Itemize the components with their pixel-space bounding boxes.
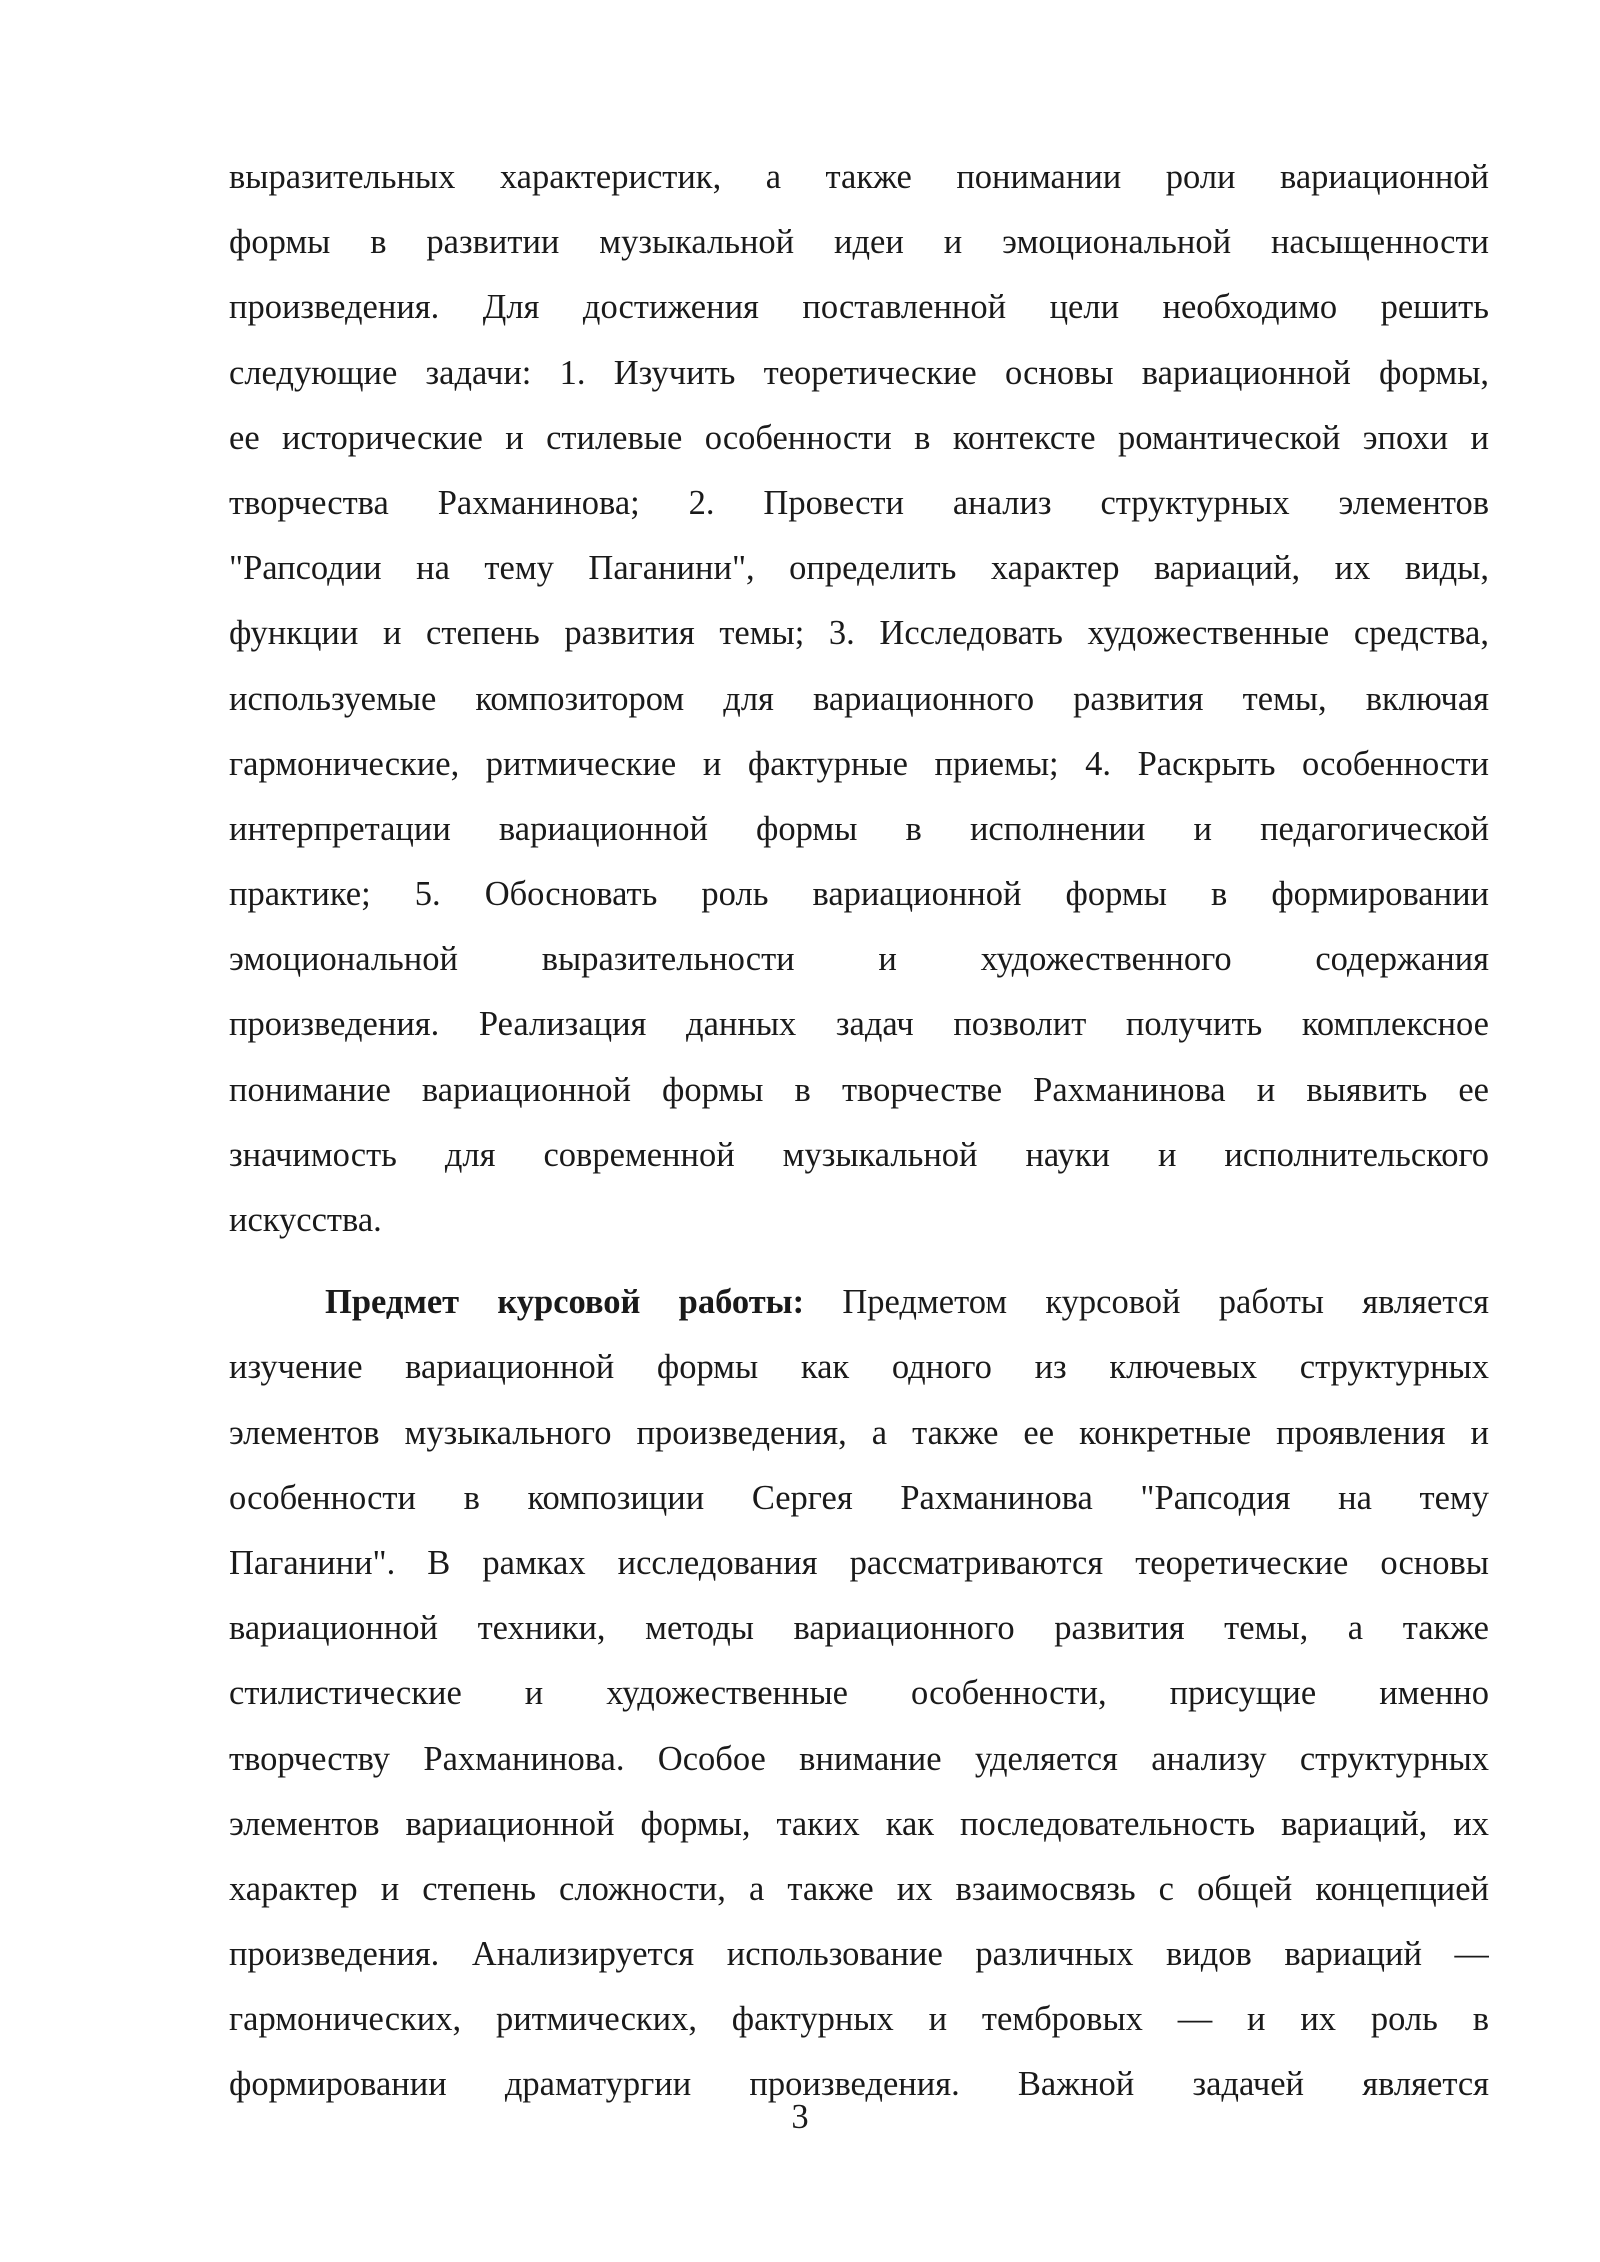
- text-line: выразительных характеристик, а также понимании роли вариационной: [229, 158, 1489, 196]
- text-run: Предметом курсовой работы является: [842, 1283, 1489, 1322]
- text-line-first: [229, 1275, 1489, 1340]
- text-line: практике; 5. Обосновать роль вариационной формы в формировании: [229, 875, 1489, 914]
- text-line: формы в развитии музыкальной идеи и эмоциональной насыщенности: [229, 223, 1489, 262]
- text-line: характер и степень сложности, а также их взаимосвязь с общей концепцией: [229, 1869, 1489, 1908]
- text-line: изучение вариационной формы как одного из ключевых структурных: [229, 1348, 1489, 1387]
- page-number: 3: [791, 2098, 809, 2136]
- text-line: следующие задачи: 1. Изучить теоретические основы вариационной формы,: [229, 353, 1489, 392]
- text-line: произведения. Реализация данных задач позволит получить комплексное: [229, 1005, 1489, 1044]
- text-line: гармонические, ритмические и фактурные приемы; 4. Раскрыть особенности: [229, 744, 1489, 783]
- text-line: вариационной техники, методы вариационного развития темы, а также: [229, 1609, 1489, 1648]
- text-line: "Рапсодии на тему Паганини", определить характер вариаций, их виды,: [229, 549, 1489, 588]
- paragraph-tasks: [229, 150, 1489, 1258]
- text-line: Паганини". В рамках исследования рассматриваются теоретические основы: [229, 1543, 1489, 1582]
- text-line: стилистические и художественные особенности, присущие именно: [229, 1674, 1489, 1713]
- text-line: функции и степень развития темы; 3. Исследовать художественные средства,: [229, 614, 1489, 653]
- text-line: произведения. Для достижения поставленной цели необходимо решить: [229, 288, 1489, 327]
- text-line: творчества Рахманинова; 2. Провести анализ структурных элементов: [229, 483, 1489, 522]
- text-line: формировании драматургии произведения. Важной задачей является: [229, 2065, 1489, 2104]
- text-line: понимание вариационной формы в творчестве Рахманинова и выявить ее: [229, 1070, 1489, 1109]
- text-line: искусства.: [229, 1201, 382, 1239]
- section-heading: Предмет курсовой работы:: [325, 1283, 805, 1322]
- text-line: используемые композитором для вариационного развития темы, включая: [229, 679, 1489, 718]
- text-line: гармонических, ритмических, фактурных и тембровых — и их роль в: [229, 2000, 1489, 2039]
- paragraph-subject: [229, 1275, 1489, 2122]
- text-line: произведения. Анализируется использование различных видов вариаций —: [229, 1935, 1489, 1974]
- paragraph-spacing: [229, 1258, 1489, 1275]
- text-line: значимость для современной музыкальной науки и исполнительского: [229, 1135, 1489, 1174]
- text-line: ее исторические и стилевые особенности в контексте романтической эпохи и: [229, 418, 1489, 457]
- text-line: особенности в композиции Сергея Рахманинова "Рапсодия на тему: [229, 1478, 1489, 1517]
- body-text: [229, 150, 1489, 2123]
- text-line: творчеству Рахманинова. Особое внимание уделяется анализу структурных: [229, 1739, 1489, 1778]
- text-line: интерпретации вариационной формы в исполнении и педагогической: [229, 809, 1489, 848]
- text-line: эмоциональной выразительности и художественного содержания: [229, 940, 1489, 979]
- text-line: элементов музыкального произведения, а также ее конкретные проявления и: [229, 1413, 1489, 1452]
- text-line: элементов вариационной формы, таких как последовательность вариаций, их: [229, 1804, 1489, 1843]
